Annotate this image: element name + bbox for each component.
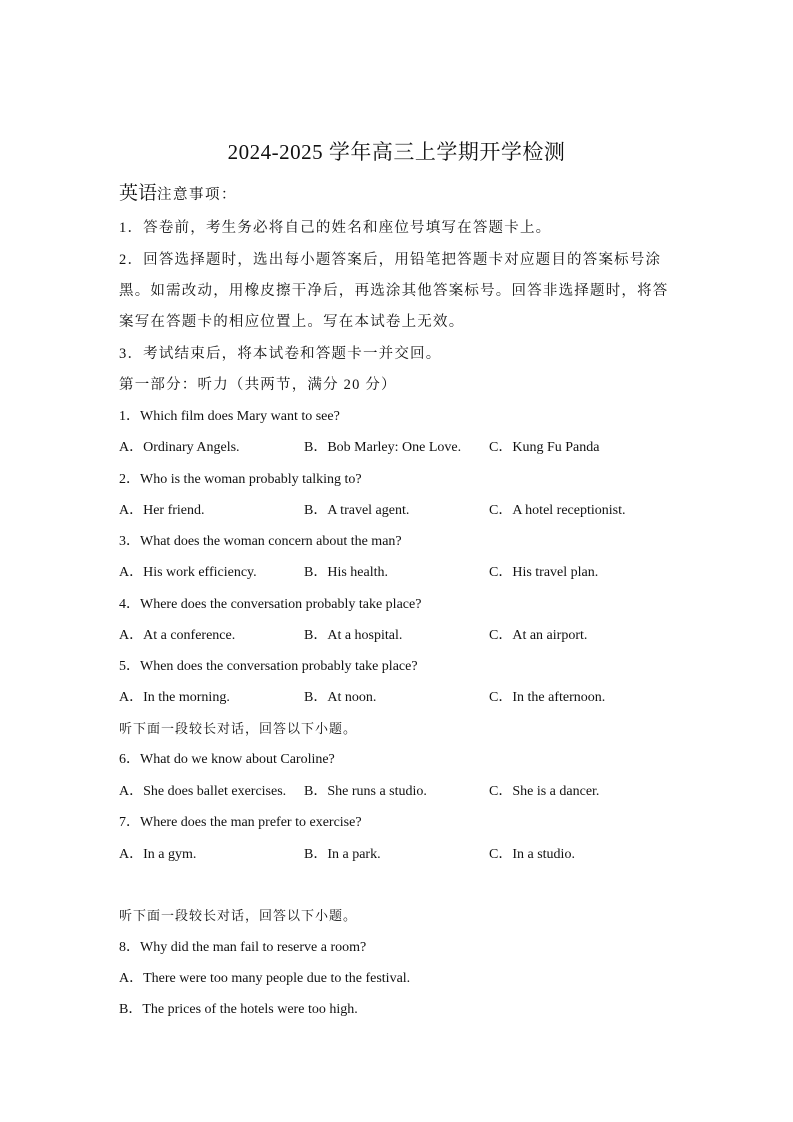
instruction-2-end: 案写在答题卡的相应位置上。写在本试卷上无效。 bbox=[119, 314, 465, 330]
dialog-note-2: 听下面一段较长对话，回答以下小题。 bbox=[119, 908, 358, 923]
q2-option-a: A．Her friend. bbox=[119, 503, 205, 518]
question-7: 7．Where does the man prefer to exercise? bbox=[119, 815, 362, 830]
q5-option-b: B．At noon. bbox=[304, 690, 377, 705]
q3-option-a: A．His work efficiency. bbox=[119, 565, 257, 580]
question-5: 5．When does the conversation probably take place? bbox=[119, 659, 418, 674]
notice-label: 注意事项： bbox=[157, 187, 238, 203]
instruction-2: 2．回答选择题时，选出每小题答案后，用铅笔把答题卡对应题目的答案标号涂 bbox=[119, 252, 662, 268]
question-1: 1．Which film does Mary want to see? bbox=[119, 409, 340, 424]
q1-option-a: A．Ordinary Angels. bbox=[119, 440, 240, 455]
q3-option-c: C．His travel plan. bbox=[489, 565, 599, 580]
q5-option-a: A．In the morning. bbox=[119, 690, 230, 705]
q7-option-a: A．In a gym. bbox=[119, 847, 197, 862]
q3-option-b: B．His health. bbox=[304, 565, 388, 580]
q4-option-c: C．At an airport. bbox=[489, 628, 588, 643]
q5-option-c: C．In the afternoon. bbox=[489, 690, 606, 705]
q6-option-c: C．She is a dancer. bbox=[489, 784, 600, 799]
q7-option-c: C．In a studio. bbox=[489, 847, 575, 862]
q6-option-a: A．She does ballet exercises. bbox=[119, 784, 287, 799]
question-8: 8．Why did the man fail to reserve a room? bbox=[119, 940, 367, 955]
subject-line bbox=[119, 178, 237, 205]
question-2: 2．Who is the woman probably talking to? bbox=[119, 472, 362, 487]
page-title: 2024-2025 学年高三上学期开学检测 bbox=[227, 140, 566, 164]
question-3: 3．What does the woman concern about the man? bbox=[119, 534, 402, 549]
q4-option-b: B．At a hospital. bbox=[304, 628, 403, 643]
q8-option-b: B．The prices of the hotels were too high. bbox=[119, 1002, 358, 1017]
instruction-2-cont: 黑。如需改动，用橡皮擦干净后，再选涂其他答案标号。回答非选择题时，将答 bbox=[119, 283, 669, 299]
dialog-note-1: 听下面一段较长对话，回答以下小题。 bbox=[119, 721, 358, 736]
q2-option-b: B．A travel agent. bbox=[304, 503, 410, 518]
q1-option-c: C．Kung Fu Panda bbox=[489, 440, 600, 455]
subject-label: 英语 bbox=[119, 183, 158, 204]
question-6: 6．What do we know about Caroline? bbox=[119, 752, 335, 767]
q2-option-c: C．A hotel receptionist. bbox=[489, 503, 626, 518]
q1-option-b: B．Bob Marley: One Love. bbox=[304, 440, 462, 455]
question-4: 4．Where does the conversation probably take place? bbox=[119, 597, 422, 612]
q6-option-b: B．She runs a studio. bbox=[304, 784, 427, 799]
q8-option-a: A．There were too many people due to the festival. bbox=[119, 971, 411, 986]
q4-option-a: A．At a conference. bbox=[119, 628, 236, 643]
instruction-1: 1．答卷前，考生务必将自己的姓名和座位号填写在答题卡上。 bbox=[119, 220, 552, 236]
instruction-3: 3．考试结束后，将本试卷和答题卡一并交回。 bbox=[119, 346, 442, 362]
q7-option-b: B．In a park. bbox=[304, 847, 381, 862]
section-heading: 第一部分：听力（共两节，满分 20 分） bbox=[119, 377, 397, 393]
